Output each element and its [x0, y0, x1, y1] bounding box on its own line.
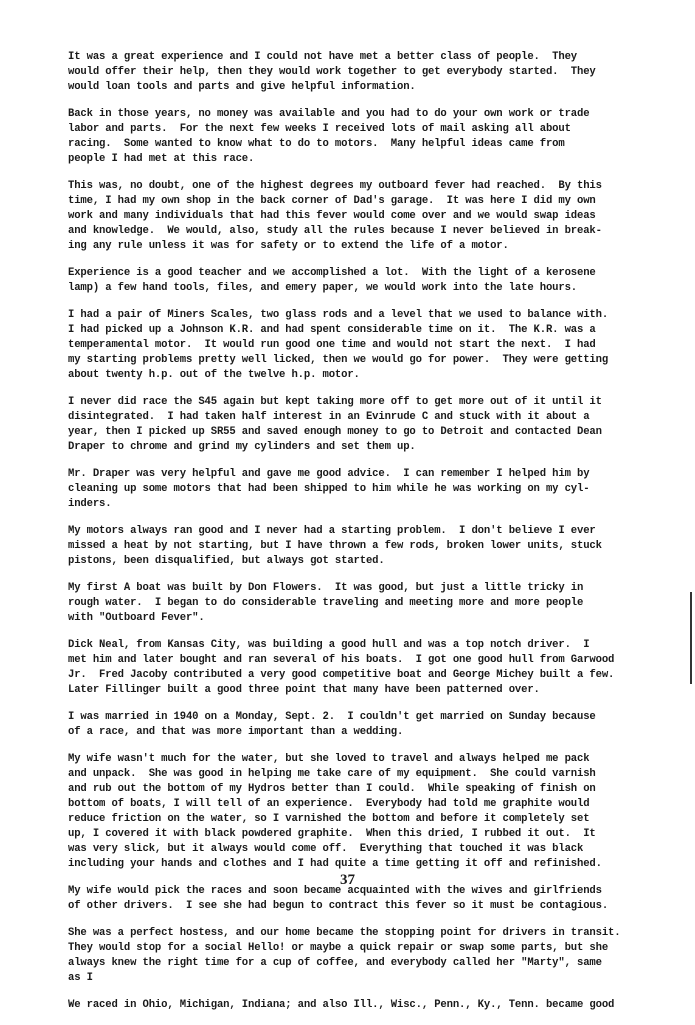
text-line: My wife would pick the races and soon became acquainted with the wives and girlfriends — [68, 885, 602, 897]
page-number: 37 — [340, 872, 355, 888]
text-line: my starting problems pretty well licked, then we would go for power. They were getting — [68, 354, 609, 366]
paragraph — [68, 395, 668, 455]
paragraph — [68, 50, 668, 95]
text-line: always knew the right time for a cup of coffee, and everybody called her "Marty", same — [68, 957, 602, 969]
text-line: temperamental motor. It would run good one time and would not start the next. I had — [68, 339, 596, 351]
text-line: Back in those years, no money was available and you had to do your own work or trade — [68, 108, 590, 120]
text-line: would offer their help, then they would work together to get everybody started. They — [68, 66, 596, 78]
text-line: labor and parts. For the next few weeks I received lots of mail asking all about — [68, 123, 571, 135]
text-line: Later Fillinger built a good three point that many have been patterned over. — [68, 684, 540, 696]
text-line: I had a pair of Miners Scales, two glass rods and a level that we used to balance with. — [68, 309, 609, 321]
text-line: disintegrated. I had taken half interest in an Evinrude C and stuck with it about a — [68, 411, 590, 423]
text-line: year, then I picked up SR55 and saved enough money to go to Detroit and contacted Dean — [68, 426, 602, 438]
paragraph — [68, 638, 668, 698]
paragraph — [68, 467, 668, 512]
text-line: inders. — [68, 498, 112, 510]
text-line: rough water. I began to do considerable traveling and meeting more and more people — [68, 597, 584, 609]
text-line: lamp) a few hand tools, files, and emery paper, we would work into the late hours. — [68, 282, 577, 294]
text-line: Experience is a good teacher and we accomplished a lot. With the light of a kerosene — [68, 267, 596, 279]
text-line: racing. Some wanted to know what to do to motors. Many helpful ideas came from — [68, 138, 565, 150]
text-line: This was, no doubt, one of the highest degrees my outboard fever had reached. By this — [68, 180, 602, 192]
text-line: up, I covered it with black powdered graphite. When this dried, I rubbed it out. It — [68, 828, 596, 840]
text-line: was very slick, but it always would come off. Everything that touched it was black — [68, 843, 584, 855]
text-line: would loan tools and parts and give helpful information. — [68, 81, 416, 93]
text-line: work and many individuals that had this fever would come over and we would swap ideas — [68, 210, 596, 222]
text-line: with "Outboard Fever". — [68, 612, 205, 624]
text-line: ing any rule unless it was for safety or to extend the life of a motor. — [68, 240, 509, 252]
text-line: and knowledge. We would, also, study all the rules because I never believed in break- — [68, 225, 602, 237]
text-line: and unpack. She was good in helping me take care of my equipment. She could varnish — [68, 768, 596, 780]
text-line: bottom of boats, I will tell of an experience. Everybody had told me graphite would — [68, 798, 590, 810]
text-line: I never did race the S45 again but kept taking more off to get more out of it until it — [68, 396, 602, 408]
text-line: of other drivers. I see she had begun to contract this fever so it must be contagious. — [68, 900, 609, 912]
paragraph — [68, 308, 668, 383]
text-line: of a race, and that was more important than a wedding. — [68, 726, 404, 738]
text-line: about twenty h.p. out of the twelve h.p. motor. — [68, 369, 360, 381]
text-line: Draper to chrome and grind my cylinders and set them up. — [68, 441, 416, 453]
paragraph — [68, 107, 668, 167]
text-line: Jr. Fred Jacoby contributed a very good competitive boat and George Michey built a few. — [68, 669, 615, 681]
text-line: I had picked up a Johnson K.R. and had spent considerable time on it. The K.R. was a — [68, 324, 596, 336]
paragraph — [68, 710, 668, 740]
text-line: reduce friction on the water, so I varnished the bottom and before it completely set — [68, 813, 590, 825]
text-line: She was a perfect hostess, and our home became the stopping point for drivers in transit. — [68, 927, 621, 939]
paragraph — [68, 998, 668, 1013]
text-line: They would stop for a social Hello! or maybe a quick repair or swap some parts, but she — [68, 942, 609, 954]
text-line: and rub out the bottom of my Hydros better than I could. While speaking of finish on — [68, 783, 596, 795]
text-line: My motors always ran good and I never had a starting problem. I don't believe I ever — [68, 525, 596, 537]
text-line: Dick Neal, from Kansas City, was building a good hull and was a top notch driver. I — [68, 639, 590, 651]
text-line: cleaning up some motors that had been shipped to him while he was working on my cyl- — [68, 483, 590, 495]
paragraph — [68, 266, 668, 296]
paragraph — [68, 752, 668, 872]
text-line: people I had met at this race. — [68, 153, 255, 165]
text-line: met him and later bought and ran several of his boats. I got one good hull from Garwood — [68, 654, 615, 666]
margin-mark — [690, 592, 692, 684]
text-line: as I — [68, 972, 93, 984]
text-line: I was married in 1940 on a Monday, Sept. 2. I couldn't get married on Sunday because — [68, 711, 596, 723]
paragraph — [68, 179, 668, 254]
text-line: My wife wasn't much for the water, but she loved to travel and always helped me pack — [68, 753, 590, 765]
paragraph — [68, 581, 668, 626]
text-line: It was a great experience and I could not have met a better class of people. They — [68, 51, 577, 63]
text-line: My first A boat was built by Don Flowers. It was good, but just a little tricky in — [68, 582, 584, 594]
text-line: Mr. Draper was very helpful and gave me good advice. I can remember I helped him by — [68, 468, 590, 480]
text-line: pistons, been disqualified, but always got started. — [68, 555, 385, 567]
paragraph — [68, 524, 668, 569]
text-line: We raced in Ohio, Michigan, Indiana; and also Ill., Wisc., Penn., Ky., Tenn. became good — [68, 999, 615, 1011]
text-line: time, I had my own shop in the back corner of Dad's garage. It was here I did my own — [68, 195, 596, 207]
paragraph — [68, 926, 668, 986]
text-line: including your hands and clothes and I had quite a time getting it off and refinished. — [68, 858, 602, 870]
text-line: missed a heat by not starting, but I have thrown a few rods, broken lower units, stuck — [68, 540, 602, 552]
